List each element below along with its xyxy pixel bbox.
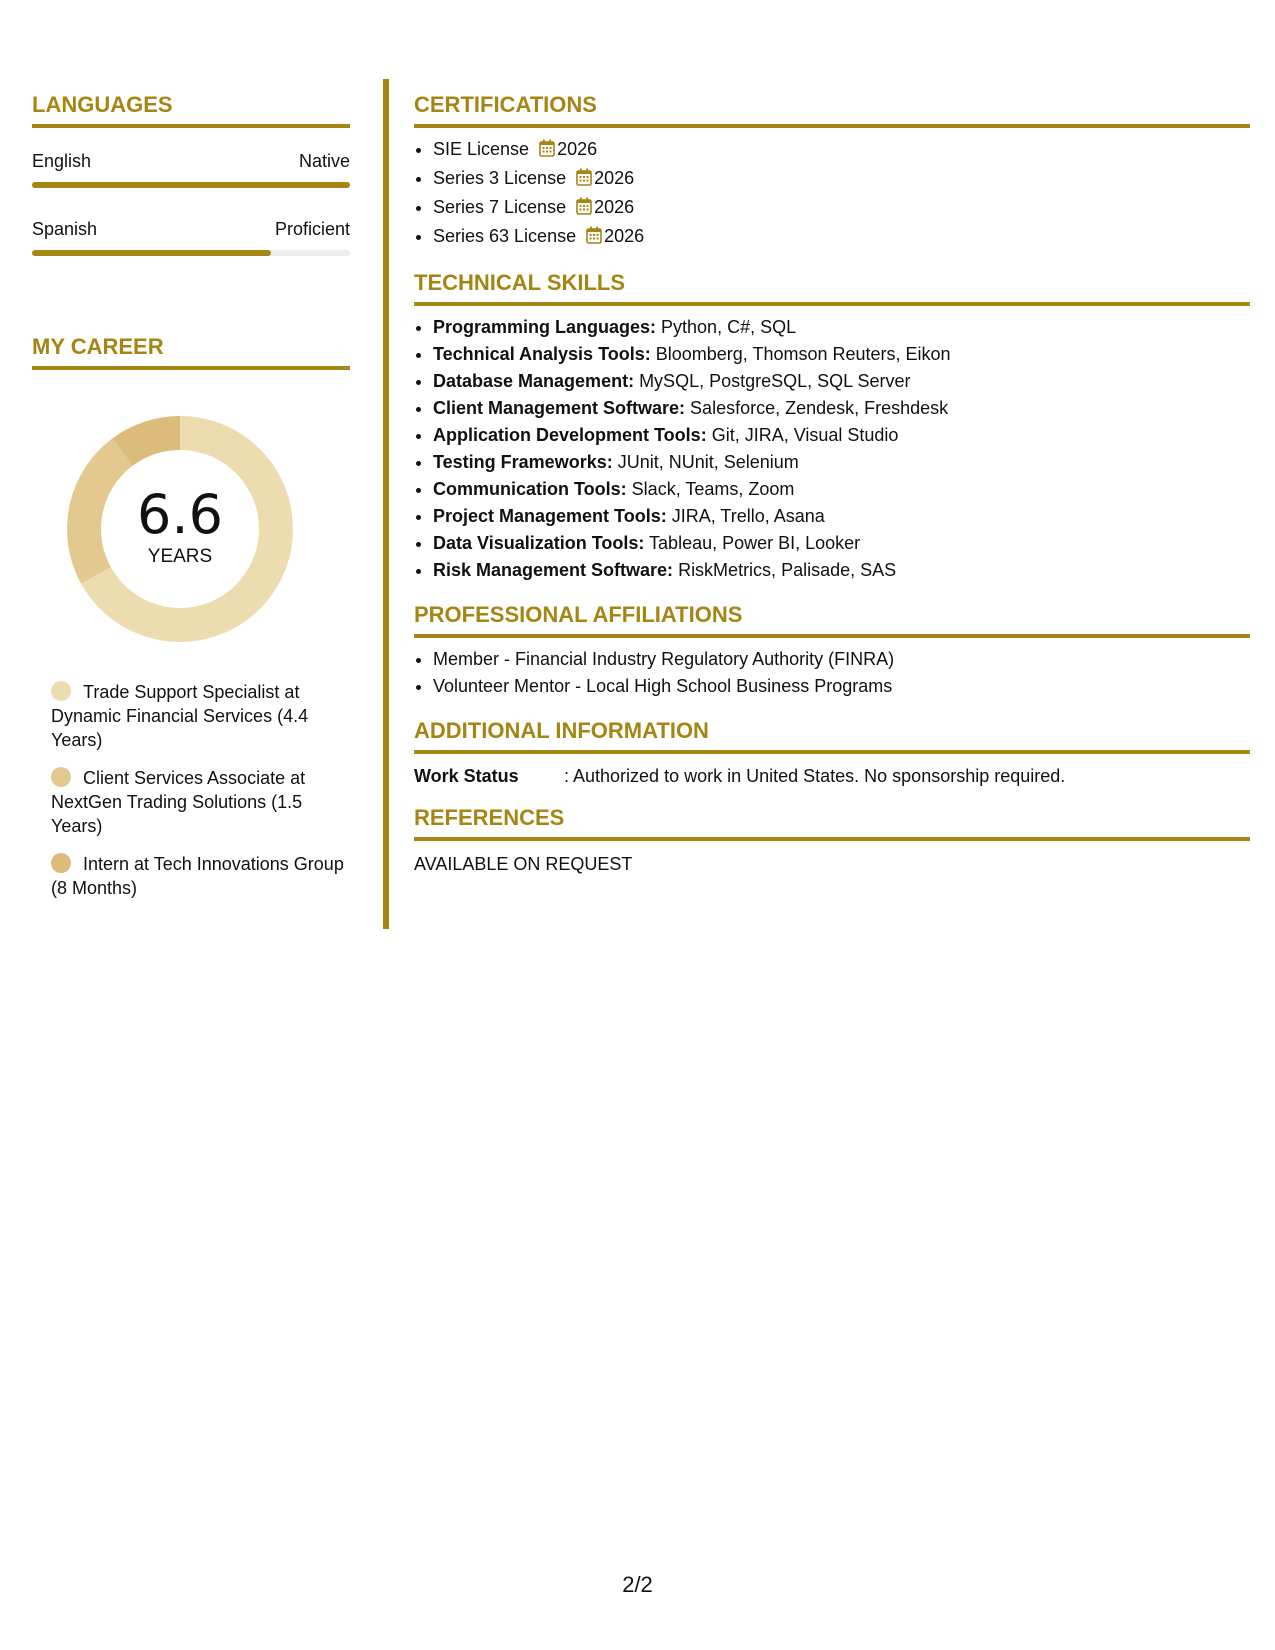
certification-item — [433, 223, 1250, 252]
skill-value: Salesforce, Zendesk, Freshdesk — [685, 398, 949, 418]
career-legend-item — [51, 766, 350, 838]
career-donut-chart — [65, 414, 295, 644]
legend-dot-icon — [51, 853, 71, 873]
skill-label: Risk Management Software: — [433, 560, 674, 580]
calendar-icon — [539, 138, 555, 165]
skill-item — [433, 503, 1250, 530]
additional-info-rule — [414, 750, 1250, 754]
skill-item — [433, 341, 1250, 368]
affiliation-item: • Volunteer Mentor - Local High School Business Programs — [433, 673, 1250, 700]
skill-item — [433, 368, 1250, 395]
calendar-icon — [576, 196, 592, 223]
career-legend-item — [51, 680, 350, 752]
certification-year: 2026 — [604, 226, 645, 246]
references-text: AVAILABLE ON REQUEST — [414, 854, 633, 874]
skill-value: MySQL, PostgreSQL, SQL Server — [634, 371, 911, 391]
skill-label: Project Management Tools: — [433, 506, 667, 526]
references-title: REFERENCES — [414, 805, 565, 830]
left-column — [32, 92, 350, 914]
certifications-rule — [414, 124, 1250, 128]
career-legend-text: Trade Support Specialist at Dynamic Financial Services (4.4 Years) — [51, 682, 309, 750]
career-rule — [32, 366, 350, 370]
skill-item — [433, 395, 1250, 422]
career-legend — [32, 680, 350, 900]
certification-item — [433, 136, 1250, 165]
skill-item — [433, 314, 1250, 341]
certification-name: Series 7 License — [433, 197, 567, 217]
skill-label: Client Management Software: — [433, 398, 686, 418]
right-column — [414, 92, 1250, 875]
work-status-value: : Authorized to work in United States. No sponsorship required. — [564, 766, 1066, 786]
career-legend-text: Intern at Tech Innovations Group (8 Months) — [51, 854, 344, 898]
column-divider — [383, 79, 389, 929]
donut-center — [65, 483, 295, 568]
career-legend-item — [51, 852, 350, 900]
career-legend-text: Client Services Associate at NextGen Trading Solutions (1.5 Years) — [51, 768, 306, 836]
language-proficiency-bar — [32, 250, 350, 256]
career-title: MY CAREER — [32, 334, 164, 359]
skill-value: JIRA, Trello, Asana — [666, 506, 825, 526]
language-level: Proficient — [274, 219, 350, 239]
languages-rule — [32, 124, 350, 128]
skill-label: Communication Tools: — [433, 479, 627, 499]
skill-label: Application Development Tools: — [433, 425, 707, 445]
technical-skills-list — [414, 314, 1250, 584]
skill-label: Testing Frameworks: — [433, 452, 613, 472]
work-status-label: Work Status — [414, 766, 519, 786]
language-item — [32, 150, 350, 188]
certification-item — [433, 194, 1250, 223]
skill-value: Python, C#, SQL — [656, 317, 797, 337]
certification-name: Series 3 License — [433, 168, 567, 188]
certification-item — [433, 165, 1250, 194]
skill-value: RiskMetrics, Palisade, SAS — [673, 560, 897, 580]
legend-dot-icon — [51, 767, 71, 787]
certification-year: 2026 — [594, 197, 635, 217]
affiliations-list — [414, 646, 1250, 700]
language-proficiency-fill — [32, 250, 271, 256]
certifications-list — [414, 136, 1250, 252]
calendar-icon — [586, 225, 602, 252]
skill-label: Data Visualization Tools: — [433, 533, 645, 553]
page-number: 2/2 — [622, 1572, 653, 1597]
language-level: Native — [298, 151, 350, 171]
career-total-years: 6.6 — [137, 483, 223, 546]
certification-name: Series 63 License — [433, 226, 577, 246]
certification-year: 2026 — [557, 139, 598, 159]
technical-skills-rule — [414, 302, 1250, 306]
skill-item — [433, 449, 1250, 476]
references-rule — [414, 837, 1250, 841]
skill-item — [433, 557, 1250, 584]
affiliations-rule — [414, 634, 1250, 638]
skill-label: Technical Analysis Tools: — [433, 344, 651, 364]
work-status-row — [414, 765, 1250, 787]
skill-value: JUnit, NUnit, Selenium — [612, 452, 799, 472]
language-name: Spanish — [32, 219, 98, 239]
languages-title: LANGUAGES — [32, 92, 173, 117]
language-name: English — [32, 151, 92, 171]
technical-skills-title: TECHNICAL SKILLS — [414, 270, 626, 295]
skill-value: Git, JIRA, Visual Studio — [706, 425, 899, 445]
certifications-title: CERTIFICATIONS — [414, 92, 597, 117]
skill-value: Tableau, Power BI, Looker — [644, 533, 861, 553]
language-item — [32, 218, 350, 256]
language-proficiency-bar — [32, 182, 350, 188]
skill-label: Database Management: — [433, 371, 635, 391]
skill-item — [433, 476, 1250, 503]
skill-item — [433, 422, 1250, 449]
certification-name: SIE License — [433, 139, 530, 159]
calendar-icon — [576, 167, 592, 194]
additional-info-title: ADDITIONAL INFORMATION — [414, 718, 709, 743]
legend-dot-icon — [51, 681, 71, 701]
affiliations-title: PROFESSIONAL AFFILIATIONS — [414, 602, 743, 627]
career-total-unit: YEARS — [147, 546, 213, 567]
language-proficiency-fill — [32, 182, 350, 188]
skill-label: Programming Languages: — [433, 317, 657, 337]
affiliation-item: • Member - Financial Industry Regulatory Authority (FINRA) — [433, 646, 1250, 673]
certification-year: 2026 — [594, 168, 635, 188]
skill-value: Slack, Teams, Zoom — [626, 479, 795, 499]
skill-value: Bloomberg, Thomson Reuters, Eikon — [650, 344, 951, 364]
skill-item — [433, 530, 1250, 557]
